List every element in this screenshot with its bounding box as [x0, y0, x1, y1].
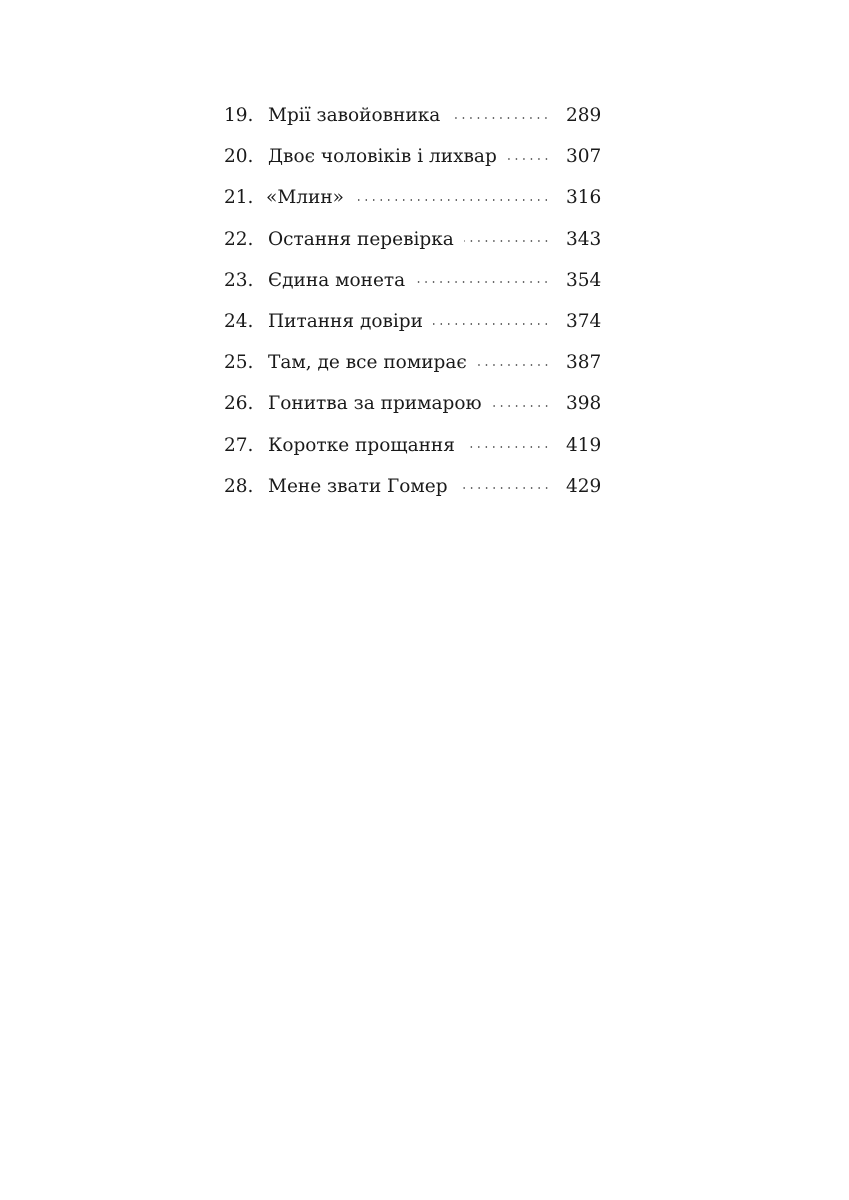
chapter-number: 22. — [224, 228, 254, 250]
toc-entry — [224, 469, 602, 510]
page-number: 398 — [566, 393, 602, 415]
toc-entry — [224, 428, 602, 469]
dot-leader — [505, 154, 550, 164]
dot-leader — [431, 319, 550, 329]
chapter-number: 26. — [224, 393, 254, 415]
table-of-contents — [224, 98, 602, 510]
page-number: 307 — [566, 146, 602, 168]
page-number: 419 — [566, 434, 602, 456]
toc-entry — [224, 304, 602, 345]
chapter-number: 24. — [224, 310, 254, 332]
dot-leader — [463, 442, 550, 452]
page-number: 289 — [566, 105, 602, 126]
dot-leader — [490, 401, 550, 411]
dot-leader — [462, 236, 550, 246]
chapter-number: 23. — [224, 269, 254, 291]
dot-leader — [352, 195, 550, 205]
toc-entry — [224, 98, 602, 139]
toc-entry — [224, 180, 602, 221]
page-number: 429 — [566, 475, 602, 497]
page-number: 354 — [566, 269, 602, 291]
page-number: 374 — [566, 310, 602, 332]
chapter-title: Там, де все помирає — [268, 352, 467, 374]
chapter-title: Остання перевірка — [268, 228, 454, 250]
dot-leader — [475, 360, 550, 370]
chapter-number: 21. — [224, 187, 254, 209]
dot-leader — [448, 113, 550, 123]
toc-entry — [224, 139, 602, 180]
toc-entry — [224, 386, 602, 427]
chapter-title: «Млин» — [266, 187, 344, 209]
dot-leader — [413, 277, 550, 287]
chapter-title: Єдина монета — [268, 269, 406, 291]
chapter-number: 19. — [224, 105, 254, 126]
chapter-title: Мене звати Гомер — [268, 475, 448, 497]
page-number: 343 — [566, 228, 602, 250]
chapter-title: Мрії завойовника — [268, 105, 441, 126]
chapter-title: Питання довіри — [268, 310, 423, 332]
page-number: 387 — [566, 352, 602, 374]
toc-entry — [224, 222, 602, 263]
toc-entry — [224, 345, 602, 386]
chapter-title: Гонитва за примарою — [268, 393, 482, 415]
dot-leader — [456, 483, 550, 493]
page-number: 316 — [566, 187, 602, 209]
toc-entry — [224, 263, 602, 304]
chapter-title: Коротке прощання — [268, 434, 455, 456]
chapter-number: 20. — [224, 146, 254, 168]
chapter-number: 27. — [224, 434, 254, 456]
chapter-number: 28. — [224, 475, 254, 497]
chapter-title: Двоє чоловіків і лихвар — [268, 146, 497, 168]
chapter-number: 25. — [224, 352, 254, 374]
